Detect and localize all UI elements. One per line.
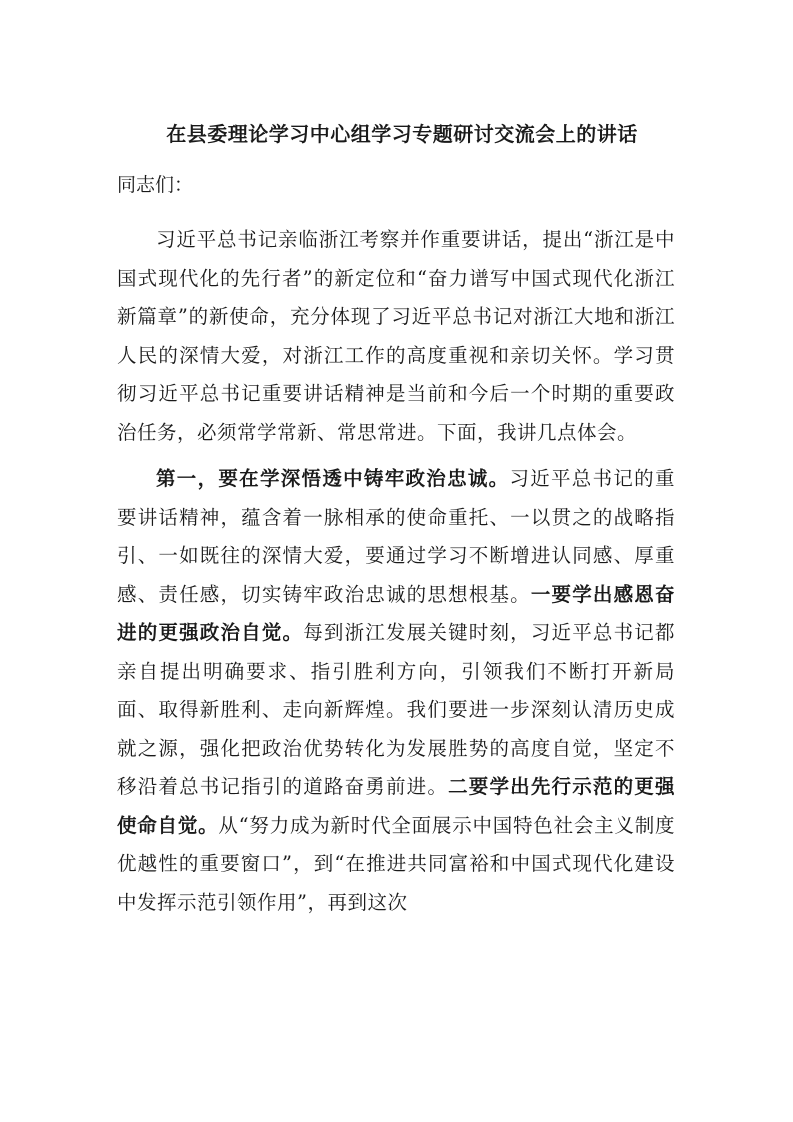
section-one-paragraph: [117, 460, 675, 922]
point-two-text: 从“努力成为新时代全面展示中国特色社会主义制度优越性的重要窗口”，到“在推进共同富裕和中国式现代化建设中发挥示范引领作用”，再到这次: [117, 813, 675, 914]
salutation: 同志们：: [117, 174, 194, 196]
point-two-heading: 二要学出先行示范的更强使命自觉。: [117, 775, 675, 837]
document-page: [117, 118, 675, 930]
section-one-heading: 第一，要在学深悟透中铸牢政治忠诚。: [156, 467, 510, 490]
point-one-text: 每到浙江发展关键时刻，习近平总书记都亲自提出明确要求、指引胜利方向，引领我们不断打开新局面、取得新胜利、走向新辉煌。我们要进一步深刻认清历史成就之源，强化把政治优势转化为发展胜势的高度自觉，坚定不移沿着总书记指引的道路奋勇前进。: [117, 621, 675, 798]
point-one-heading: 一要学出感恩奋进的更强政治自觉。: [117, 582, 675, 644]
section-one-text: 习近平总书记的重要讲话精神，蕴含着一脉相承的使命重托、一以贯之的战略指引、一如既往的深情大爱，要通过学习不断增进认同感、厚重感、责任感，切实铸牢政治忠诚的思想根基。: [117, 467, 675, 606]
intro-paragraph: 习近平总书记亲临浙江考察并作重要讲话，提出“浙江是中国式现代化的先行者”的新定位和“奋力谱写中国式现代化浙江新篇章”的新使命，充分体现了习近平总书记对浙江大地和浙江人民的深情大爱，对浙江工作的高度重视和亲切关怀。学习贯彻习近平总书记重要讲话精神是当前和今后一个时期的重要政治任务，必须常学常新、常思常进。下面，我讲几点体会。: [117, 228, 675, 444]
document-title: 在县委理论学习中心组学习专题研讨交流会上的讲话: [166, 122, 638, 146]
